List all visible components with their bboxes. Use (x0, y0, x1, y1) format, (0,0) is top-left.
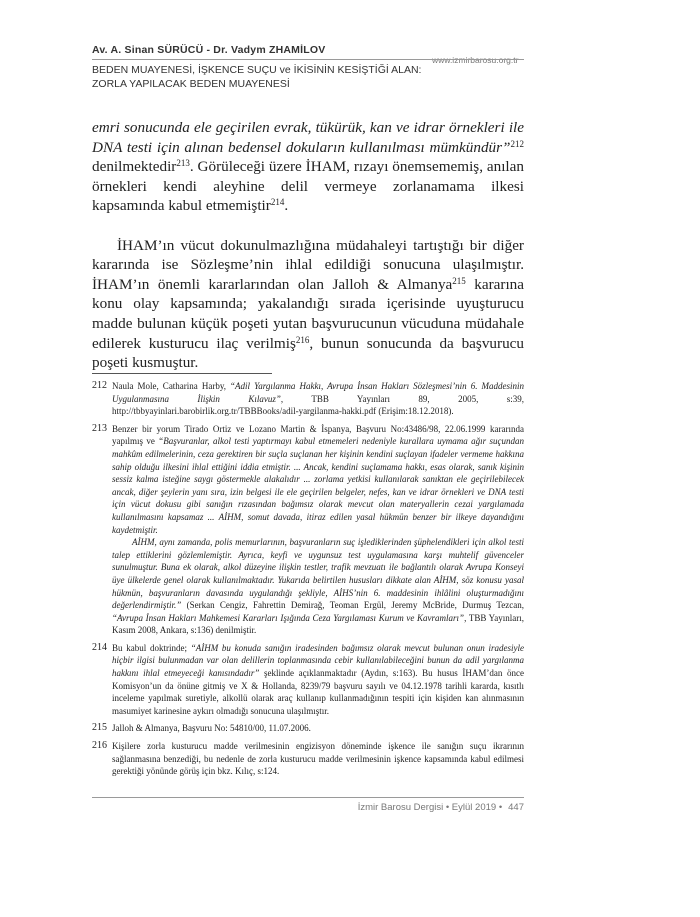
footnote-number: 216 (92, 740, 107, 752)
footnote-ref-215[interactable]: 215 (452, 275, 466, 286)
footnotes (92, 380, 524, 783)
footnote-rule (92, 373, 272, 374)
footnote-ref-212[interactable]: 212 (510, 138, 524, 149)
header-rule (92, 59, 524, 60)
page-number: 447 (508, 802, 524, 813)
footnote-ref-214[interactable]: 214 (270, 197, 285, 208)
paragraph-2: İHAM’ın vücut dokunulmazlığına müdahaleyi tartıştığı bir diğer kararında ise Sözleşme’nin ihlal edildiği sonucuna ulaşılmıştır. İHAM’ın önemli kararlarından olan Jalloh & Almanya$^{215}$ kararına konu olay kapsamında; yakalandığı sırada içerisinde uyuşturucu madde bulunan küçük poşeti yutan başvurucunun vücuduna müdahale edilerek kusturucu ilaç verilmiş$^{216}$, bunun sonucunda da başvurucu poşeti kusmuştur. (92, 236, 525, 372)
footnote-215: 215 Jalloh & Almanya, Başvuru No: 54810/00, 11.07.2006. (92, 722, 311, 734)
footnote-number: 213 (92, 422, 107, 434)
footer-rule (92, 797, 524, 798)
header-authors: Av. A. Sinan SÜRÜCÜ - Dr. Vadym ZHAMİLOV (92, 44, 326, 56)
header-article-title: BEDEN MUAYENESİ, İŞKENCE SUÇU ve İKİSİNİN KESİŞTİĞİ ALAN: ZORLA YAPILACAK BEDEN MUAYENESİ (92, 64, 422, 90)
page-footer (336, 802, 524, 813)
header-site-url[interactable]: www.izmirbarosu.org.tr (432, 55, 519, 65)
paragraph-1: emri sonucunda ele geçirilen evrak, tükürük, kan ve idrar örnekleri ile DNA testi için alınan bedensel dokuların kullanılması mümkündür”$^{212}$ denilmektedir$^{213}$. Görüleceği üzere İHAM, rızayı önemsememiş, anılan örnekleri kendi aleyhine delil vermeye zorlanamama ilkesi kapsamında kabul etmemiştir$^{214}$. (92, 119, 524, 215)
footnote-ref-216[interactable]: 216 (295, 334, 310, 345)
footnote-ref-213[interactable]: 213 (176, 158, 190, 169)
footnote-number: 212 (92, 380, 107, 391)
footnote-213: 213 Benzer bir yorum Tirado Ortiz ve Lozano Martin & İspanya, Başvuru No:43486/98, 22.06.1999 kararında yapılmış ve “Başvuranlar, alkol testi yaptırmayı kabul etmemeleri nedeniyle kurallara uymama ağır suçundan mahkûm edilmelerinin, ceza gerektiren bir suçla suçlanan her kişinin kendini suçlayan ifadeler vermeme hakkına sahip olduğu ilkesini ihlal ettiğini iddia etmiştir. ... Ancak, kendini suçlamama hakkı, esas olarak, sanık kişinin sessiz kalma isteğine saygı göstermekle alakalıdır ... zorlama yetkisi kullanılarak sanıktan ele geçirilebilecek ancak, diğer şeylerin yanı sıra, izin belgesi ile ele geçirilen belgeler, nefes, kan ve idrar örnekleri ve DNA testi için vücut dokusu gibi sanığın rızasından bağımsız olarak mevcut olan materyallerin cezai yargılamada kullanılmasını kapsamaz ... AİHM, somut davada, itiraz edilen yasal hükmün benzer bir ilkeye dayandığını kaydetmiştir. AİHM, aynı zamanda, polis memurlarının, başvuranların suç işlediklerinden şüphelendikleri için alkol testi talep ettiklerini gözlemlemiştir. Ayrıca, keyfi ve uygunsuz test uygulamasına karşı muhtelif güvenceler sunulmuştur. Buna ek olarak, alkol düzeyine ilişkin testler, trafik mevzuatı ile bağlantılı olarak Avrupa Konseyi üye ülkelerde genel olarak kullanılmaktadır. Yukarıda belirtilen hususları dikkate alan AİHM, söz konusu yasal hükmün, başvuranların davasında uygulandığı şekliyle, AİHS’nin 6. maddesinin ihlâlini oluşturmadığını değerlendirmiştir.” (Serkan Cengiz, Fahrettin Demirağ, Teoman Ergül, Jeremy McBride, Durmuş Tezcan, “Avrupa İnsan Hakları Mahkemesi Kararları Işığında Ceza Yargılaması Kurum ve Kavramları”, TBB Yayınları, Kasım 2008, Ankara, s:136) denilmiştir. (92, 422, 524, 636)
body-text (92, 118, 524, 373)
footnote-number: 214 (92, 641, 107, 653)
footnote-216: 216 Kişilere zorla kusturucu madde verilmesinin engizisyon döneminde işkence ile sanığın suçu ikrarının sağlanmasına benzediği, bu nedenle de zorla kusturucu madde verilmesinin işkence kapsamında kabul edilmesi gerektiği yönünde görüş için bkz. Kılıç, s:124. (92, 740, 524, 777)
footnote-214: 214 Bu kabul doktrinde; “AİHM bu konuda sanığın iradesinden bağımsız olarak mevcut bulunan onun iradesiyle hiçbir ilgisi bulunmadan var olan delillerin toplanmasında cebir kullanılabileceğini bunun da adil yargılanma hakkını ihlal etmeyeceği kanısındadır” şeklinde açıklanmaktadır (Aydın, s:163). Bu husus İHAM’dan önce Komisyon’un da önüne gitmiş ve X & Hollanda, 8239/79 başvuru sayılı ve 04.12.1978 tarihli kararda, kısıtlı inceleme yapılmak suretiyle, alkollü olarak araç kullanıp kullanmadığının tespiti için kişiden kan alınmasının masumiyet karinesine aykırı olmadığı sonucuna ulaşılmıştır. (92, 641, 525, 716)
footer-journal: İzmir Barosu Dergisi • Eylül 2019 • (357, 802, 503, 813)
footnote-number: 215 (92, 722, 107, 734)
footnote-212: 212 Naula Mole, Catharina Harby, “Adil Yargılanma Hakkı, Avrupa İnsan Hakları Sözleşmesi’nin 6. Maddesinin Uygulanmasına İlişkin Kılavuz”, TBB Yayınları 89, 2005, s:39, http://tbbyayinlari.barobirlik.org.tr/TBBBooks/adil-yargilanma-hakki.pdf (Erişim:18.12.2018). (92, 380, 524, 417)
